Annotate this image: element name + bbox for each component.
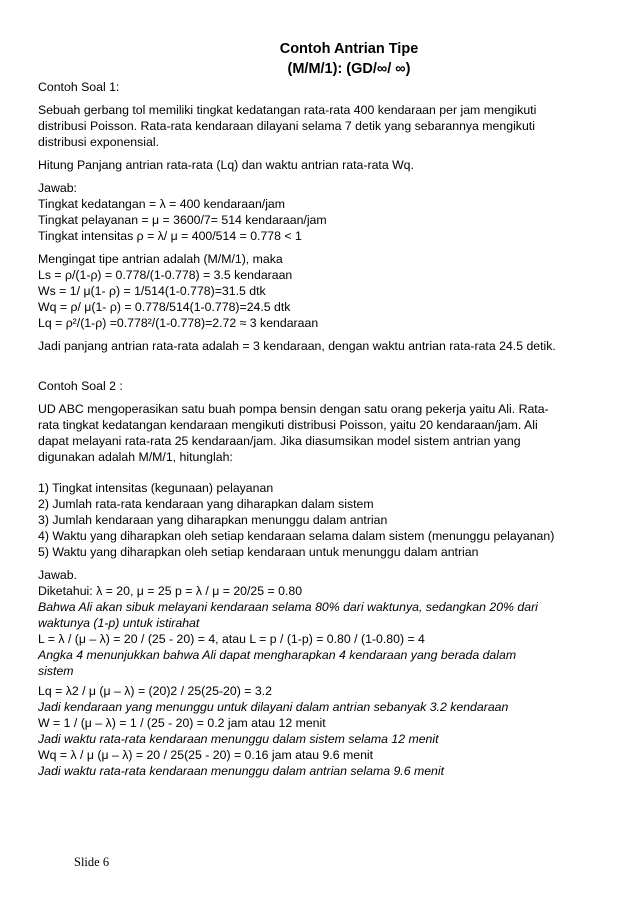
soal1-calc-line: Ls = ρ/(1-ρ) = 0.778/(1-0.778) = 3.5 kendaraan — [38, 268, 293, 282]
soal2-solution-line: W = 1 / (μ – λ) = 1 / (25 - 20) = 0.2 jam atau 12 menit — [38, 716, 326, 730]
soal2-solution-line: Jadi waktu rata-rata kendaraan menunggu dalam antrian selama 9.6 menit — [38, 764, 445, 778]
soal2-solution-line: Angka 4 menunjukkan bahwa Ali dapat mengharapkan 4 kendaraan yang berada dalam — [38, 648, 517, 662]
soal2-solution-line: Jadi kendaraan yang menunggu untuk dilayani dalam antrian sebanyak 3.2 kendaraan — [38, 700, 509, 714]
soal2-solution-line: Lq = λ2 / μ (μ – λ) = (20)2 / 25(25-20) = 3.2 — [38, 684, 272, 698]
document-body — [38, 79, 598, 779]
page-subtitle: (M/M/1): (GD/∞/ ∞) — [287, 61, 411, 77]
soal1-heading: Contoh Soal 1: — [38, 80, 120, 94]
soal1-problem-line: distribusi Poisson. Rata-rata kendaraan dilayani selama 7 detik yang sebarannya mengikuti — [38, 119, 535, 133]
soal2-solution-line: Diketahui: λ = 20, μ = 25 p = λ / μ = 20/25 = 0.80 — [38, 584, 303, 598]
soal1-conclusion: Jadi panjang antrian rata-rata adalah = 3 kendaraan, dengan waktu antrian rata-rata 24.5 detik. — [38, 339, 556, 353]
soal2-solution-line: Jadi waktu rata-rata kendaraan menunggu dalam sistem selama 12 menit — [38, 732, 439, 746]
soal1-problem-line: Sebuah gerbang tol memiliki tingkat kedatangan rata-rata 400 kendaraan per jam mengikuti — [38, 103, 537, 117]
soal1-given-line: Tingkat pelayanan = μ = 3600/7= 514 kendaraan/jam — [38, 213, 327, 227]
soal2-item: 4) Waktu yang diharapkan oleh setiap kendaraan selama dalam sistem (menunggu pelayanan) — [38, 529, 555, 543]
soal2-problem-line: dapat melayani rata-rata 25 kendaraan/jam. Jika diasumsikan model sistem antrian yang — [38, 434, 521, 448]
soal1-problem-line: distribusi exponensial. — [38, 135, 159, 149]
soal1-calc-line: Mengingat tipe antrian adalah (M/M/1), maka — [38, 252, 283, 266]
soal1-answer-label: Jawab: — [38, 181, 77, 195]
slide-number: Slide 6 — [74, 855, 110, 869]
soal1-question: Hitung Panjang antrian rata-rata (Lq) dan waktu antrian rata-rata Wq. — [38, 158, 414, 172]
soal2-solution-line: Bahwa Ali akan sibuk melayani kendaraan selama 80% dari waktunya, sedangkan 20% dari — [38, 600, 538, 614]
soal1-calc-line: Ws = 1/ μ(1- ρ) = 1/514(1-0.778)=31.5 dtk — [38, 284, 266, 298]
soal1-given-line: Tingkat intensitas ρ = λ/ μ = 400/514 = 0.778 < 1 — [38, 229, 302, 243]
soal1-calc-line: Lq = ρ²/(1-ρ) =0.778²/(1-0.778)=2.72 ≈ 3 kendaraan — [38, 316, 319, 330]
soal2-problem-line: digunakan adalah M/M/1, hitunglah: — [38, 450, 233, 464]
soal2-solution-line: Wq = λ / μ (μ – λ) = 20 / 25(25 - 20) = 0.16 jam atau 9.6 menit — [38, 748, 374, 762]
page-title: Contoh Antrian Tipe — [279, 41, 419, 57]
soal2-item: 3) Jumlah kendaraan yang diharapkan menunggu dalam antrian — [38, 513, 388, 527]
soal2-item: 5) Waktu yang diharapkan oleh setiap kendaraan untuk menunggu dalam antrian — [38, 545, 479, 559]
soal1-given-line: Tingkat kedatangan = λ = 400 kendaraan/jam — [38, 197, 286, 211]
soal2-solution-line: sistem — [38, 664, 74, 678]
soal2-answer-label: Jawab. — [38, 568, 77, 582]
soal2-solution-line: L = λ / (μ – λ) = 20 / (25 - 20) = 4, atau L = p / (1-p) = 0.80 / (1-0.80) = 4 — [38, 632, 425, 646]
soal2-item: 1) Tingkat intensitas (kegunaan) pelayanan — [38, 481, 274, 495]
soal2-heading: Contoh Soal 2 : — [38, 379, 123, 393]
soal2-problem-line: UD ABC mengoperasikan satu buah pompa bensin dengan satu orang pekerja yaitu Ali. Rata- — [38, 402, 549, 416]
soal1-calc-line: Wq = ρ/ μ(1- ρ) = 0.778/514(1-0.778)=24.5 dtk — [38, 300, 291, 314]
soal2-item: 2) Jumlah rata-rata kendaraan yang diharapkan dalam sistem — [38, 497, 374, 511]
soal2-problem-line: rata tingkat kedatangan kendaraan mengikuti distribusi Poisson, yaitu 20 kendaraan/jam. Ali — [38, 418, 538, 432]
soal2-solution-line: waktunya (1-p) untuk istirahat — [38, 616, 200, 630]
